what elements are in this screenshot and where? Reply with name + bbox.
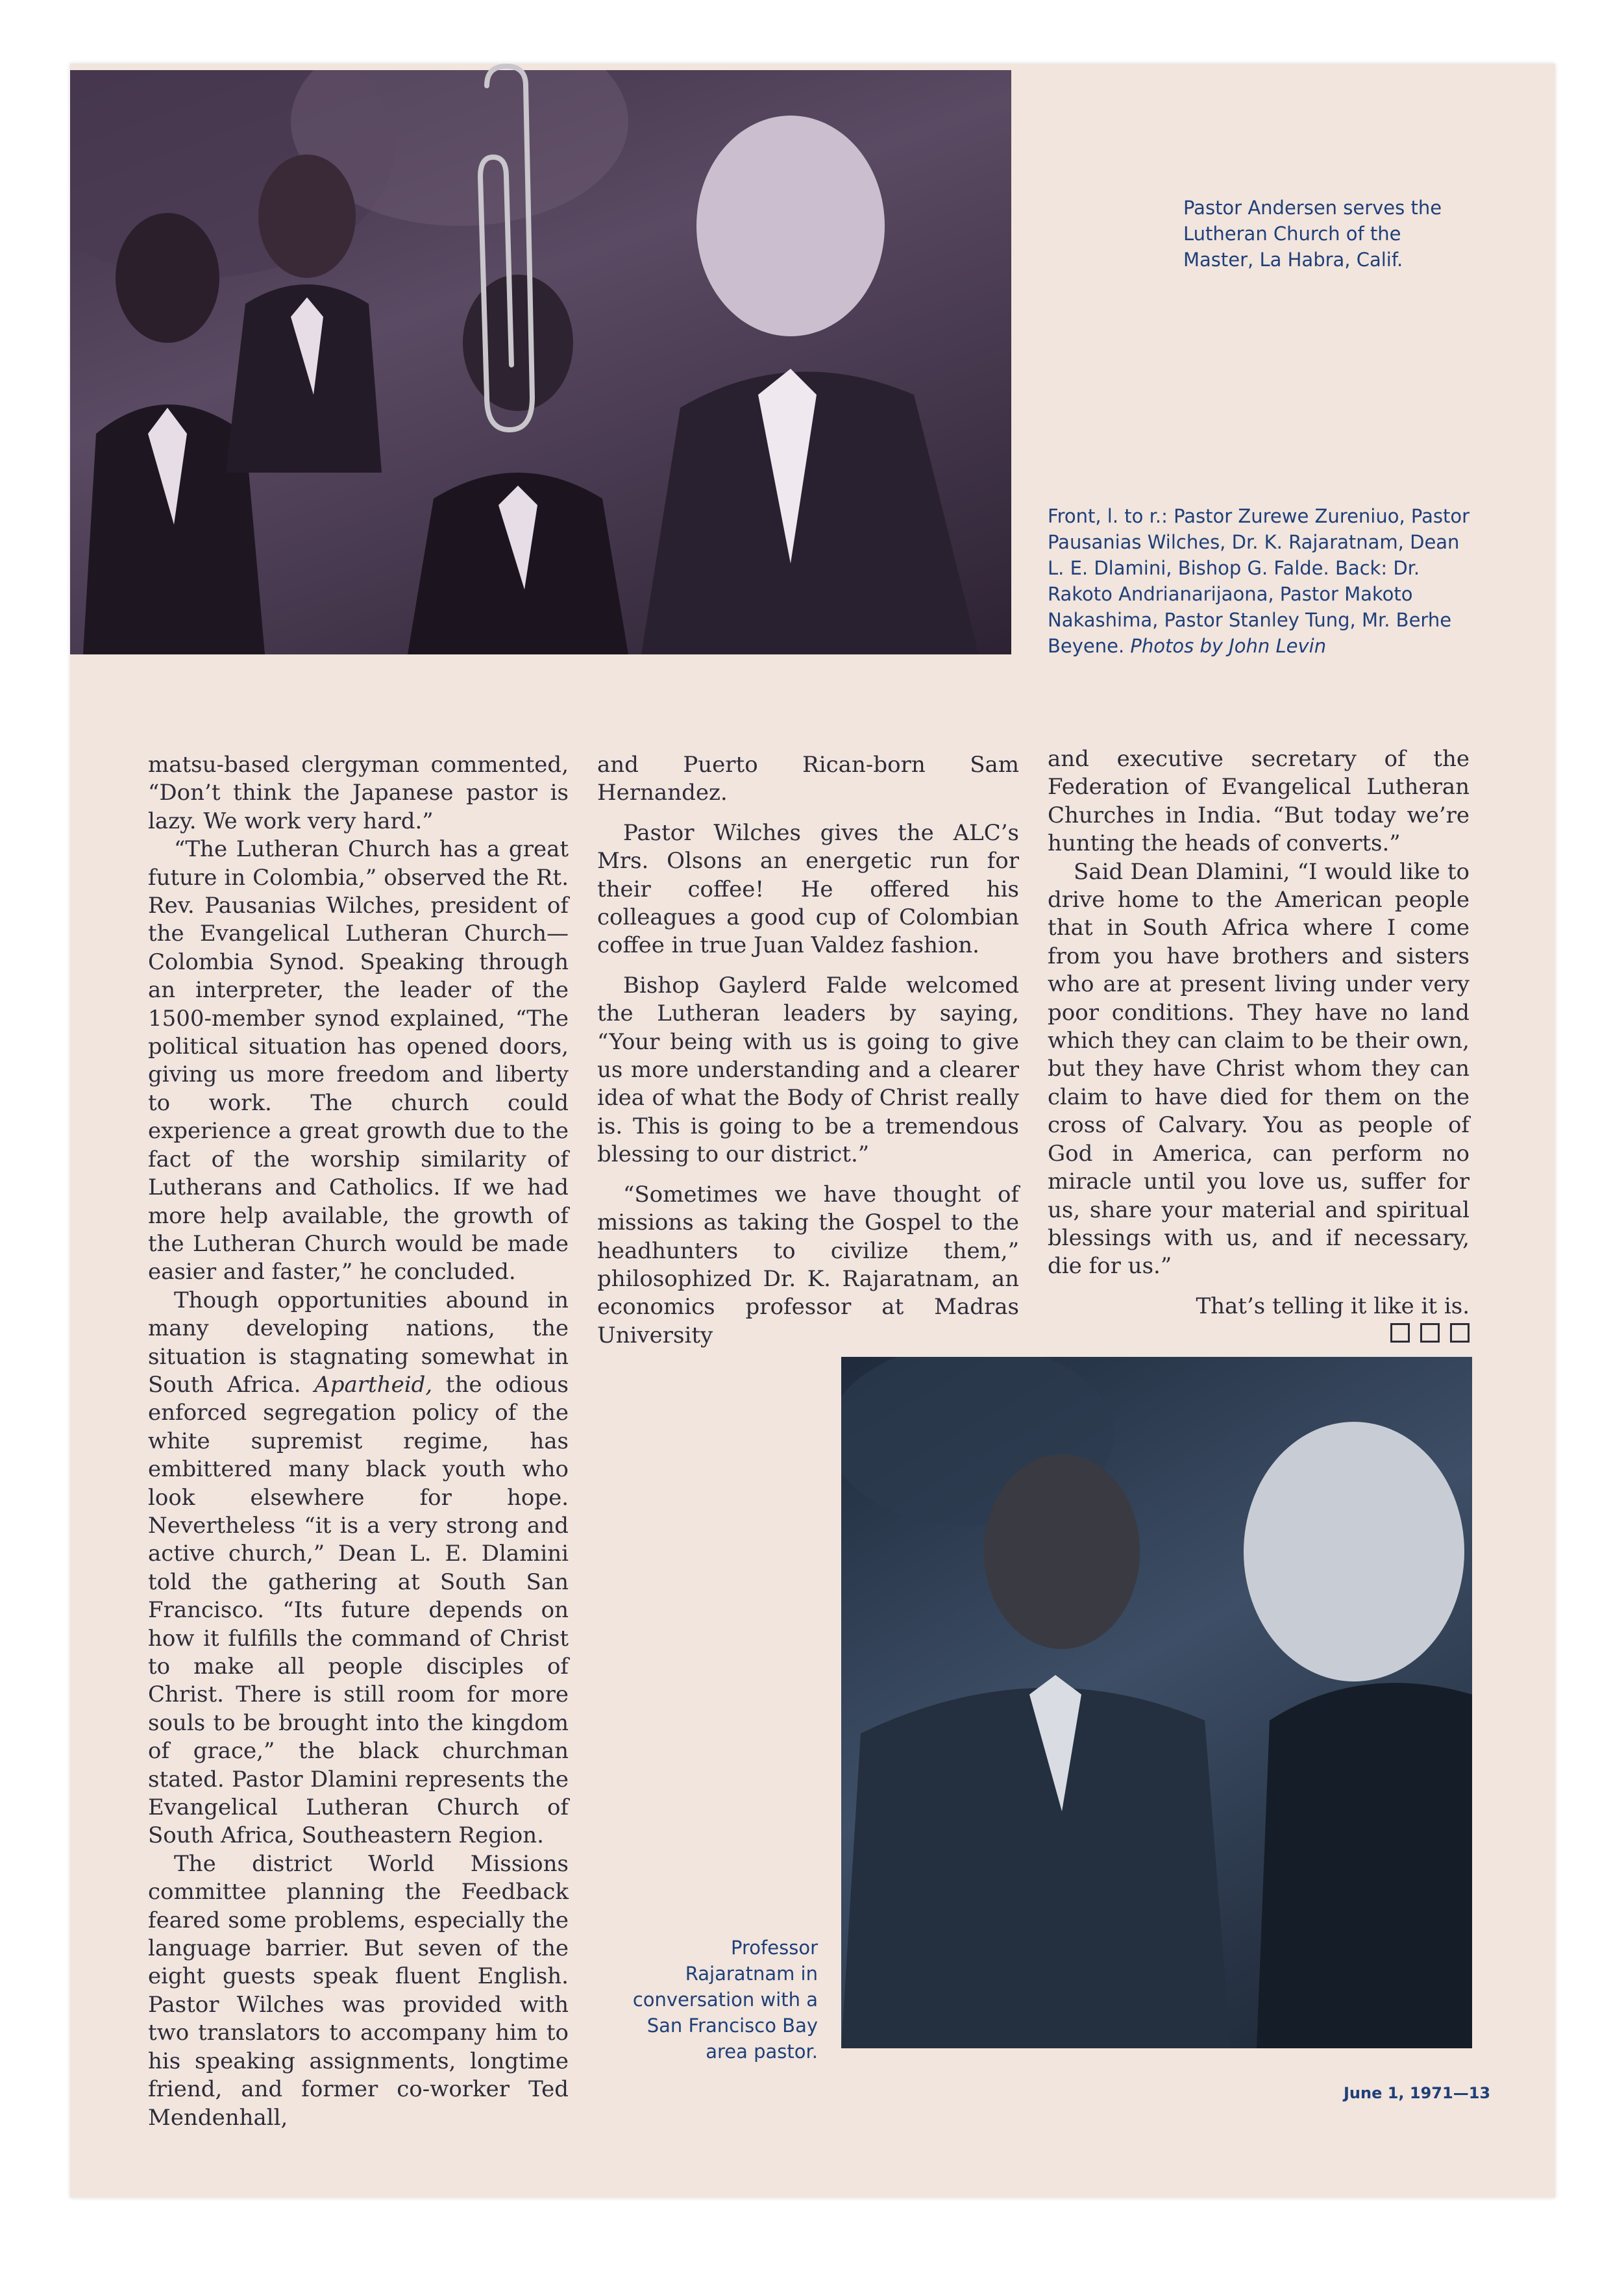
conversation-photo: [841, 1357, 1472, 2048]
paragraph: “The Lutheran Church has a great future in Colombia,” observed the Rt. Rev. Pausanias Wilches, president of the Evangelical Lutheran Church—Colombia Synod. Speaking through an interpreter, the leader of the 1500-member synod explained, “The political situation has opened doors, giving us more freedom and liberty to work. The church could experience a great growth due to the fact of the worship similarity of Lutherans and Catholics. If we had more help available, the growth of the Lutheran Church would be made easier and faster,” he concluded.: [148, 836, 569, 1285]
article-column-1: [148, 751, 569, 2132]
end-marks: [1354, 1321, 1470, 1348]
paragraph: and executive secretary of the Federation of Evangelical Lutheran Churches in India. “But today we’re hunting the heads of converts.”: [1048, 746, 1470, 857]
paragraph: Though opportunities abound in many developing nations, the situation is stagnating somewhat in South Africa. Apartheid, the odious enforced segregation policy of the white supremist regime, has embittered many black youth who look elsewhere for hope. Nevertheless “it is a very strong and active church,” Dean L. E. Dlamini told the gathering at South San Francisco. “Its future depends on how it fulfills the command of Christ to make all people disciples of Christ. There is still room for more souls to be brought into the kingdom of grace,” the black churchman stated. Pastor Dlamini represents the Evangelical Lutheran Church of South Africa, Southeastern Region.: [148, 1287, 569, 1849]
paragraph: Said Dean Dlamini, “I would like to drive home to the American people that in South Africa where I come from you have brothers and sisters who are at present living under very poor conditions. They have no land which they can claim to be their own, but they have Christ whom they can claim to have died for them on the cross of Calvary. You as people of God in America, can perform no miracle until you love us, suffer for us, share your material and spiritual blessings with us, and if necessary, die for us.”: [1048, 858, 1470, 1280]
paragraph: The district World Missions committee planning the Feedback feared some problems, especially the language barrier. But seven of the eight guests speak fluent English. Pastor Wilches was provided with two translators to accompany him to his speaking assignments, longtime friend, and former co-worker Ted Mendenhall,: [148, 1850, 569, 2131]
article-column-3: [1048, 745, 1470, 1349]
caption-rajaratnam: Professor Rajaratnam in conversation with a San Francisco Bay area pastor.: [632, 1937, 818, 2063]
caption-andersen: Pastor Andersen serves the Lutheran Church of the Master, La Habra, Calif.: [1183, 197, 1442, 271]
page-footer: June 1, 1971—13: [1344, 2084, 1491, 2102]
paragraph-closing: That’s telling it like it is.: [1048, 1293, 1470, 1349]
paragraph: and Puerto Rican-born Sam Hernandez.: [597, 752, 1019, 806]
paragraph: “Sometimes we have thought of missions as taking the Gospel to the headhunters to civilize them,” philosophized Dr. K. Rajaratnam, an economics professor at Madras University: [597, 1181, 1019, 1348]
caption-group: [1048, 503, 1476, 659]
caption-group-names: Front, l. to r.: Pastor Zurewe Zureniuo, Pastor Pausanias Wilches, Dr. K. Rajaratnam, Dean L. E. Dlamini, Bishop G. Falde. Back: Dr. Rakoto Andrianarijaona, Pastor Makoto Nakashima, Pastor Stanley Tung, Mr. Berhe Beyene.: [1048, 505, 1470, 657]
paper-clip: [454, 60, 558, 443]
paragraph: matsu-based clergyman commented, “Don’t think the Japanese pastor is lazy. We work very hard.”: [148, 752, 569, 834]
paragraph: Pastor Wilches gives the ALC’s Mrs. Olsons an energetic run for their coffee! He offered his colleagues a good cup of Colombian coffee in true Juan Valdez fashion.: [597, 819, 1019, 959]
photo-credit: Photos by John Levin: [1130, 635, 1327, 657]
paragraph: Bishop Gaylerd Falde welcomed the Lutheran leaders by saying, “Your being with us is going to give us more understanding and a clearer idea of what the Body of Christ really is. This is going to be a tremendous blessing to our district.”: [597, 972, 1019, 1168]
article-column-2: [597, 751, 1019, 1350]
